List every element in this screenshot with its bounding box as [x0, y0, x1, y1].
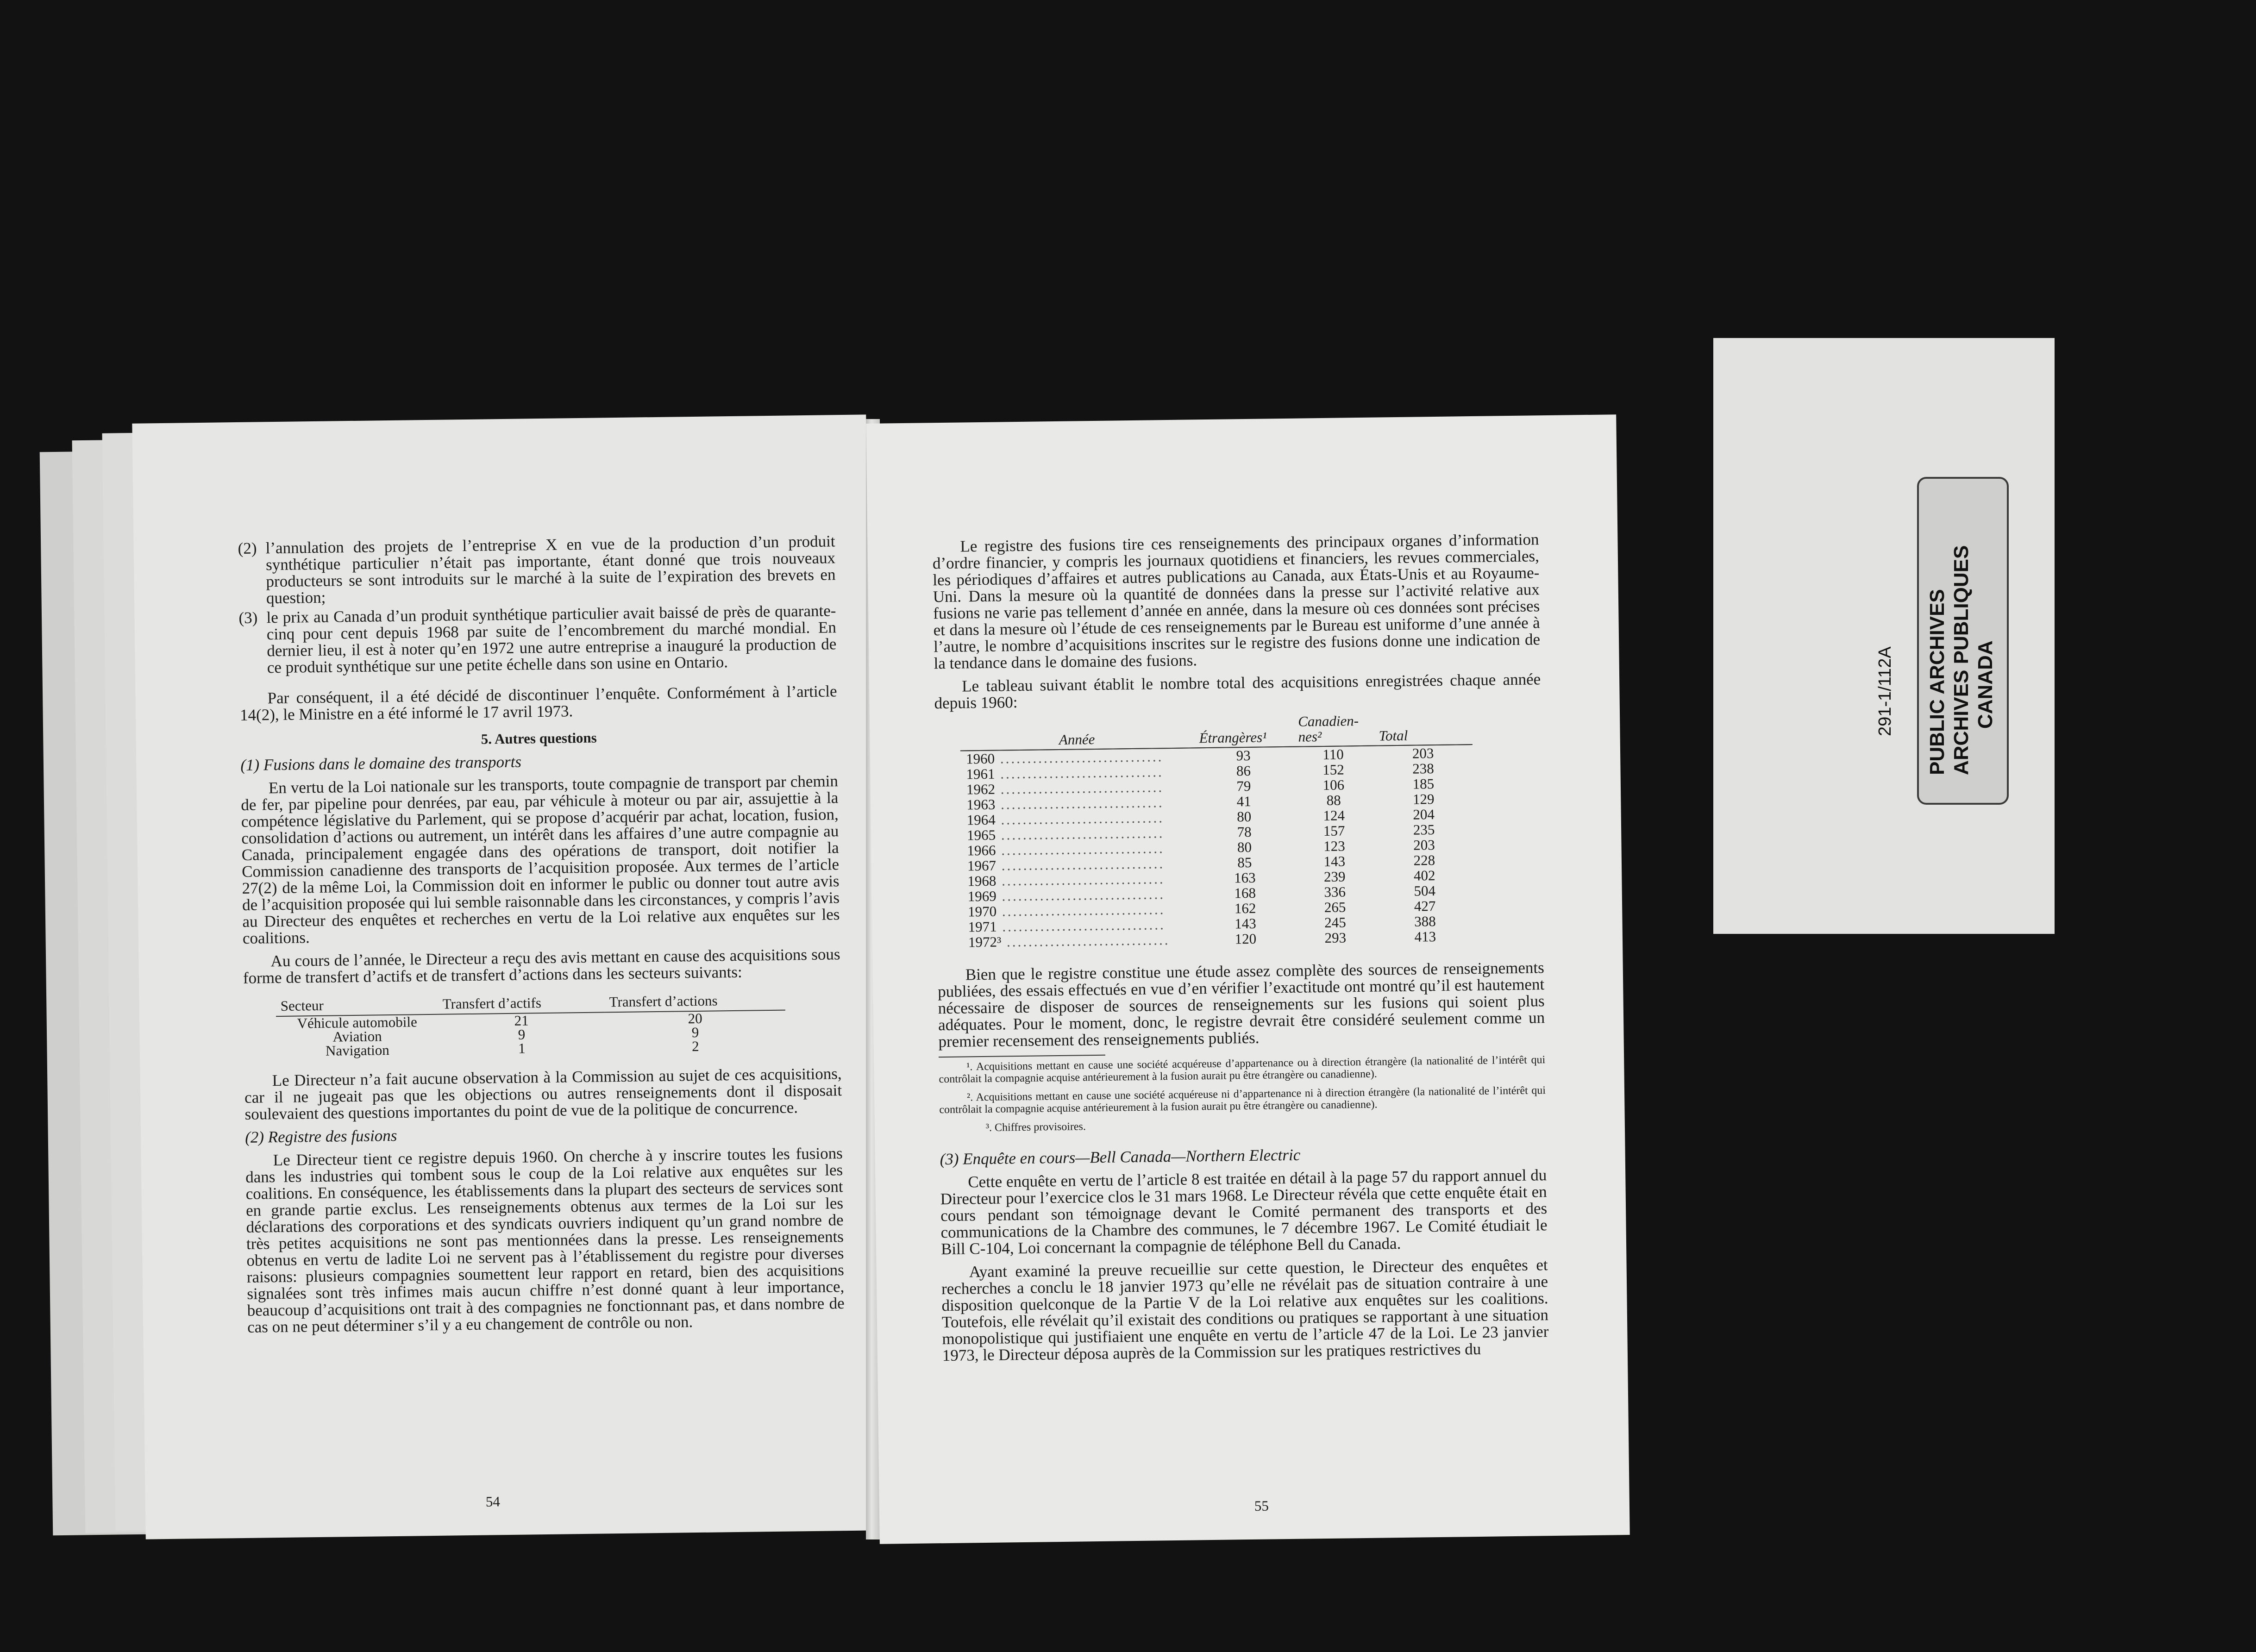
table-cell: 88 — [1326, 792, 1341, 808]
year-cell: 1960 .............................. — [965, 748, 1164, 767]
table-cell: 110 — [1322, 746, 1344, 763]
table-cell: 228 — [1413, 852, 1435, 869]
table-cell: 143 — [1235, 915, 1256, 932]
acquisitions-table — [960, 712, 1475, 950]
table-cell: 185 — [1412, 776, 1435, 792]
year-cell: 1970 .............................. — [967, 901, 1166, 920]
dot-leader: .............................. — [994, 748, 1164, 767]
table-cell: 413 — [1414, 928, 1436, 945]
dot-leader: .............................. — [995, 794, 1164, 813]
subsection-heading: (2) Registre des fusions — [244, 1126, 397, 1146]
page-number: 54 — [485, 1493, 501, 1510]
table-header-row — [960, 712, 1473, 751]
stamp-line: CANADA — [1974, 640, 1997, 729]
table-cell: 2 — [691, 1038, 699, 1055]
table-cell: 143 — [1323, 853, 1346, 870]
table-cell: 203 — [1413, 837, 1435, 853]
table-cell: 152 — [1322, 761, 1344, 778]
table-cell: 203 — [1412, 745, 1434, 762]
stamp-line: ARCHIVES PUBLIQUES — [1950, 545, 1973, 775]
dot-leader: .............................. — [996, 901, 1166, 920]
right-page — [866, 414, 1629, 1544]
sector-table — [276, 993, 786, 1058]
dot-leader: .............................. — [995, 809, 1165, 828]
table-cell: 265 — [1324, 899, 1346, 915]
table-cell: 129 — [1412, 791, 1435, 807]
footnote-rule — [939, 1055, 1105, 1058]
dot-leader: .............................. — [996, 886, 1166, 904]
table-cell: 106 — [1322, 776, 1345, 793]
item-text: l’annulation des projets de l’entreprise X en vue de la production d’un produit synthétique particulier n’était pas importante, étant donné que trois nouveaux producteurs se sont introduits sur le marché à la suite de l’expiration des brevets en question; — [265, 532, 836, 607]
year-cell: 1963 .............................. — [966, 794, 1164, 813]
list-item — [238, 602, 837, 676]
table-cell: 93 — [1236, 747, 1251, 764]
year-cell: 1969 .............................. — [967, 886, 1166, 905]
table-cell: 245 — [1324, 914, 1346, 931]
year-cell: 1966 .............................. — [967, 840, 1165, 859]
table-cell: 235 — [1413, 821, 1435, 838]
subsection-heading: (1) Fusions dans le domaine des transports — [240, 752, 522, 774]
table-header: Canadien-nes² — [1292, 713, 1373, 747]
table-cell: 78 — [1237, 823, 1252, 840]
paragraph: Le tableau suivant établit le nombre total des acquisitions enregistrées chaque année depuis 1960: — [934, 670, 1541, 713]
year-cell: 1962 .............................. — [966, 779, 1164, 798]
table-cell: 336 — [1324, 883, 1346, 900]
table-cell: 388 — [1414, 913, 1436, 930]
item-number: (2) — [238, 539, 257, 558]
table-cell: 402 — [1413, 867, 1435, 884]
table-header: Transfert d’actifs — [438, 995, 605, 1014]
table-cell: 9 — [691, 1024, 699, 1041]
table-header: Secteur — [276, 997, 438, 1016]
paragraph: En vertu de la Loi nationale sur les transports, toute compagnie de transport par chemin de fer, par pipeline pour denrées, par eau, par véhicule à moteur ou par air, assujettie à la compétence législative du Parlement, qui se propose d’acquérir par achat, location, fusion, consolidation d’actions ou autrement, un intérêt dans les affaires d’une autre compagnie au Canada, principalement engagée dans des opérations de transport, doit notifier la Commission canadienne des transports de l’acquisition proposée. Aux termes de l’article 27(2) de la même Loi, la Commission doit en informer le public ou donner tout autre avis de l’acquisition proposée qui lui semble raisonnable dans les circonstances, y compris l’avis au Directeur des enquêtes et recherches en vertu de la Loi relative aux enquêtes sur les coalitions. — [241, 772, 840, 947]
table-cell: 80 — [1237, 839, 1252, 856]
paragraph: Le registre des fusions tire ces renseignements des principaux organes d’information d’ordre financier, y compris les journaux quotidiens et financiers, les revues commerciales, les périodiques d’affaires et autres publications au Canada, aux États-Unis et au Royaume-Uni. Dans la mesure où la quantité de données dans la presse sur l’activité relative aux fusions ne varie pas tellement d’année en année, dans la mesure où ces données sont précises et dans la mesure où l’étude de ces renseignements par le Bureau est uniforme d’une année à l’autre, le nombre d’acquisitions inscrites sur le registre des fusions donne une indication de la tendance dans le domaine des fusions. — [932, 530, 1541, 673]
table-cell: 504 — [1414, 882, 1436, 899]
paragraph: Bien que le registre constitue une étude assez complète des sources de renseignements publiées, des essais effectués en vue d’en vérifier l’exactitude ont montré qu’il est hautement nécessaire de disposer de sources de renseignements sur les fusions qui soient plus adéquates. Pour le moment, donc, le registre devrait être considéré seulement comme un premier recensement des renseignements publiés. — [938, 958, 1545, 1051]
table-cell: 238 — [1412, 760, 1434, 777]
table-cell: 168 — [1234, 884, 1256, 901]
year-cell: 1965 .............................. — [966, 825, 1165, 844]
footnote: ². Acquisitions mettant en cause une société acquéreuse ni d’appartenance ni à direction étrangère (la nationalité de l’intérêt qui contrôlait la compagnie acquise antérieurement à la fusion aurait pu être étrangère ou canadienne). — [939, 1084, 1546, 1116]
table-cell: Navigation — [325, 1042, 389, 1059]
table-header: Total — [1373, 712, 1473, 746]
dot-leader: .............................. — [995, 825, 1165, 843]
table-cell: 157 — [1323, 822, 1345, 839]
table-cell: 20 — [688, 1010, 702, 1027]
subsection-heading: (3) Enquête en cours—Bell Canada—Northern Electric — [940, 1145, 1301, 1169]
item-text: le prix au Canada d’un produit synthétique particulier avait baissé de près de quarante-cinq pour cent depuis 1968 par suite de l’encombrement du marché mondial. En dernier lieu, il est à noter qu’en 1972 une autre entreprise a inauguré la production de ce produit synthétique sur une petite échelle dans son usine en Ontario. — [266, 601, 837, 677]
dot-leader: .............................. — [996, 855, 1165, 874]
paragraph: Au cours de l’année, le Directeur a reçu des avis mettant en cause des acquisitions sous forme de transfert d’actifs et de transfert d’actions dans les secteurs suivants: — [243, 945, 840, 987]
paragraph: Cette enquête en vertu de l’article 8 est traitée en détail à la page 57 du rapport annuel du Directeur pour l’exercice clos le 31 mars 1968. Le Directeur révéla que cette enquête était en cours pendant son témoignage devant le Comité permanent des transports et des communications de la Chambre des communes, le 7 décembre 1967. Le Comité étudiait le Bill C-104, Loi concernant la compagnie de téléphone Bell du Canada. — [940, 1166, 1548, 1258]
table-cell: 41 — [1236, 793, 1252, 810]
dot-leader: .............................. — [1001, 932, 1170, 950]
table-cell: 162 — [1234, 900, 1256, 917]
table-cell: 163 — [1234, 869, 1256, 886]
dot-leader: .............................. — [996, 870, 1165, 889]
list-item — [238, 533, 836, 607]
table-cell: 80 — [1236, 808, 1252, 825]
table-cell: 1 — [518, 1040, 526, 1057]
archives-stamp — [1917, 477, 2009, 805]
year-cell: 1967 .............................. — [967, 855, 1165, 874]
year-cell: 1961 .............................. — [966, 763, 1164, 782]
paragraph: Par conséquent, il a été décidé de discontinuer l’enquête. Conformément à l’article 14(2), le Ministre en a été informé le 17 avril 1973. — [239, 682, 837, 724]
table-cell: 120 — [1235, 930, 1257, 947]
dot-leader: .............................. — [995, 763, 1164, 782]
paragraph: Le Directeur n’a fait aucune observation à la Commission au sujet de ces acquisitions, car il ne jugeait pas que les objections ou autres renseignements dont il disposait soulevaient des questions importantes du point de vue de la politique de concurrence. — [244, 1064, 842, 1123]
archives-stamp-card — [1713, 338, 2055, 934]
table-cell: 124 — [1323, 807, 1345, 824]
left-page — [132, 414, 879, 1539]
table-cell: 293 — [1324, 929, 1347, 946]
year-cell: 1968 .............................. — [967, 870, 1165, 889]
footnote: ³. Chiffres provisoires. — [985, 1120, 1086, 1134]
paragraph: Ayant examiné la preuve recueillie sur cette question, le Directeur des enquêtes et recherches a conclu le 18 janvier 1973 qu’elle ne révélait pas de situation contraire à une disposition quelconque de la Partie V de la Loi relative aux enquêtes sur les coalitions. Toutefois, elle révélait qu’il existait des conditions ou pratiques se rapportant à une situation monopolistique qui justifiaient une enquête en vertu de l’article 47 de la Loi. Le 23 janvier 1973, le Directeur déposa auprès de la Commission sur les pratiques restrictives du — [941, 1256, 1549, 1365]
table-cell: Véhicule automobile — [297, 1014, 417, 1032]
footnote: ¹. Acquisitions mettant en cause une société acquéreuse d’appartenance ou à direction étrangère (la nationalité de l’intérêt qui contrôlait la compagnie acquise antérieurement à la fusion aurait pu être étrangère ou canadienne). — [939, 1054, 1546, 1086]
acquisitions-table-body — [960, 745, 1475, 950]
table-cell: 86 — [1236, 762, 1251, 779]
stamp-line: PUBLIC ARCHIVES — [1926, 589, 1949, 775]
table-header: Transfert d’actions — [604, 993, 785, 1013]
archive-reference: 291-1/112A — [1875, 646, 1895, 736]
table-cell: 204 — [1413, 806, 1435, 823]
table-cell: 123 — [1323, 838, 1345, 854]
item-number: (3) — [238, 608, 258, 627]
year-cell: 1971 .............................. — [968, 916, 1166, 935]
year-cell: 1964 .............................. — [966, 809, 1165, 828]
table-cell: Aviation — [332, 1028, 382, 1045]
table-cell: 79 — [1236, 777, 1251, 795]
table-cell: 427 — [1414, 898, 1436, 914]
table-cell: 239 — [1323, 868, 1346, 885]
section-heading: 5. Autres questions — [481, 729, 597, 747]
dot-leader: .............................. — [996, 840, 1165, 858]
dot-leader: .............................. — [995, 779, 1164, 797]
year-cell: 1972³ .............................. — [968, 932, 1170, 951]
table-cell: 85 — [1237, 854, 1252, 871]
left-column — [238, 533, 845, 1342]
paragraph: Le Directeur tient ce registre depuis 1960. On cherche à y inscrire toutes les fusions dans les industries qui tombent sous le coup de la Loi relative aux enquêtes sur les coalitions. En conséquence, les établissements dans la plupart des secteurs de services sont en grande partie exclus. Les renseignements obtenus aux termes de la Loi sur les déclarations des corporations et des syndicats ouvriers indiquent qu’un grand nombre de très petites acquisitions ne sont pas mentionnées dans la presse. Les renseignements obtenus en vertu de ladite Loi ne servent pas à l’établissement du registre pour diverses raisons: plusieurs compagnies soumettent leur rapport en retard, bien des acquisitions signalées sont très infimes mais aucun chiffre n’est donné quant à leur importance, beaucoup d’acquisitions ont trait à des compagnies ne fonctionnant pas, et dans nombre de cas on ne peut déterminer s’il y a eu changement de contrôle ou non. — [245, 1144, 845, 1336]
page-number: 55 — [1254, 1497, 1269, 1514]
table-header: Année — [960, 715, 1194, 751]
dot-leader: .............................. — [996, 916, 1166, 935]
right-column — [932, 531, 1549, 1370]
table-header: Étrangères¹ — [1193, 714, 1293, 748]
table-cell: 9 — [518, 1026, 526, 1043]
table-cell: 21 — [514, 1012, 529, 1029]
